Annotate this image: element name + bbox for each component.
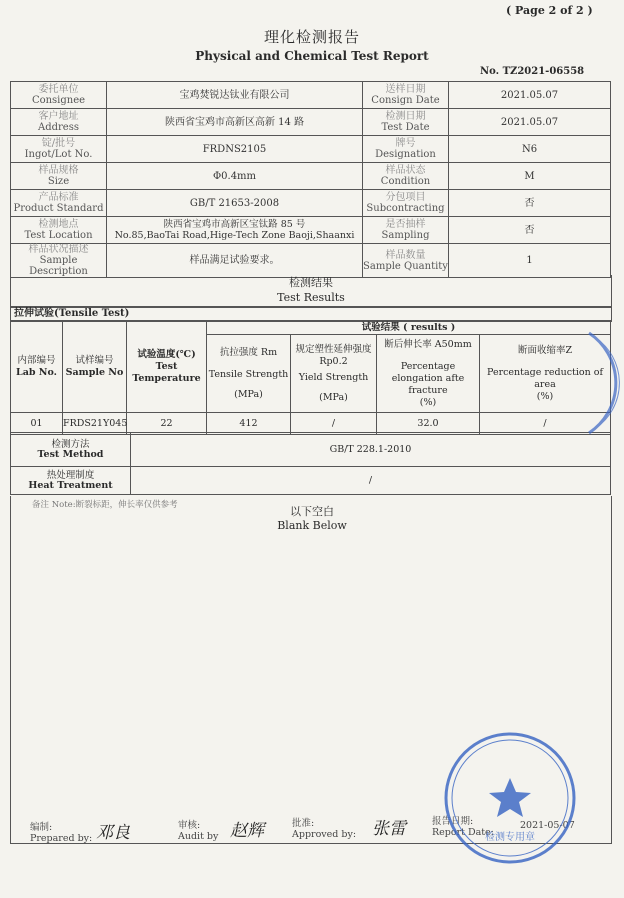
tensile-test-label: 拉伸试验(Tensile Test): [10, 306, 612, 322]
subcontract-label: 分包项目 Subcontracting: [363, 190, 449, 217]
row-sample-no: FRDS21Y045: [63, 413, 127, 435]
description-value: 样品满足试验要求。: [107, 244, 363, 278]
address-value: 陕西省宝鸡市高新区高新 14 路: [107, 109, 363, 136]
consign-date-value: 2021.05.07: [449, 82, 611, 109]
test-date-value: 2021.05.07: [449, 109, 611, 136]
col-sample-no: 试样编号 Sample No: [63, 321, 127, 413]
col-yield: 规定塑性延伸强度 Rp0.2 Yield Strength (MPa): [291, 335, 377, 413]
heat-treatment-value: /: [131, 467, 611, 495]
subcontract-value: 否: [449, 190, 611, 217]
page-number: ( Page 2 of 2 ): [506, 4, 593, 17]
svg-text:检测专用章: 检测专用章: [485, 832, 535, 843]
heat-treatment-label: 热处理制度 Heat Treatment: [11, 467, 131, 495]
consignee-value: 宝鸡焚锐达钛业有限公司: [107, 82, 363, 109]
col-temperature: 试验温度(℃) Test Temperature: [127, 321, 207, 413]
col-lab-no: 内部编号 Lab No.: [11, 321, 63, 413]
address-label: 客户地址 Address: [11, 109, 107, 136]
location-value-en: No.85,BaoTai Road,Hige-Tech Zone Baoji,Shaanxi: [114, 230, 355, 241]
ingot-label: 锭/批号 Ingot/Lot No.: [11, 136, 107, 163]
row-lab-no: 01: [11, 413, 63, 435]
row-tensile: 412: [207, 413, 291, 435]
row-yield: /: [291, 413, 377, 435]
report-number: No. TZ2021-06558: [480, 66, 585, 77]
quantity-value: 1: [449, 244, 611, 278]
method-table: [10, 432, 611, 495]
consign-date-label: 送样日期 Consign Date: [363, 82, 449, 109]
note-text: 备注 Note:断裂标距，伸长率仅供参考: [32, 500, 178, 510]
row-reduction: /: [480, 413, 611, 435]
test-method-value: GB/T 228.1-2010: [131, 433, 611, 467]
audit-by: 审核: Audit by: [178, 820, 219, 842]
company-seal-stamp: [440, 728, 580, 868]
col-tensile: 抗拉强度 Rm Tensile Strength (MPa): [207, 335, 291, 413]
report-title-en: Physical and Chemical Test Report: [195, 49, 429, 63]
quantity-label: 样品数量 Sample Quantity: [363, 244, 449, 278]
col-elongation: 断后伸长率 A50mm Percentage elongation afte fracture (%): [377, 335, 480, 413]
size-value: Φ0.4mm: [107, 163, 363, 190]
report-date-value: 2021-05-07: [520, 820, 575, 831]
standard-label: 产品标准 Product Standard: [11, 190, 107, 217]
report-title-cn: 理化检测报告: [263, 28, 360, 46]
consignee-label: 委托单位 Consignee: [11, 82, 107, 109]
test-results-title-en: Test Results: [277, 291, 345, 304]
test-results-title-cn: 检测结果: [289, 276, 333, 289]
col-reduction: 断面收缩率Z Percentage reduction of area (%): [480, 335, 611, 413]
designation-value: N6: [449, 136, 611, 163]
row-temperature: 22: [127, 413, 207, 435]
sampling-value: 否: [449, 217, 611, 244]
test-date-label: 检测日期 Test Date: [363, 109, 449, 136]
designation-label: 牌号 Designation: [363, 136, 449, 163]
condition-value: M: [449, 163, 611, 190]
blank-below: 以下空白 Blank Below: [277, 505, 347, 532]
standard-value: GB/T 21653-2008: [107, 190, 363, 217]
row-elongation: 32.0: [377, 413, 480, 435]
test-results-heading: [10, 275, 612, 308]
results-label: 试验结果 ( results ): [207, 321, 611, 335]
location-value-cn: 陕西省宝鸡市高新区宝钛路 85 号: [163, 219, 306, 230]
tensile-results-table: [10, 320, 611, 435]
report-date-label: 报告日期: Report Date:: [432, 816, 494, 838]
prepared-signature: 邓良: [96, 823, 130, 843]
test-method-label: 检测方法 Test Method: [11, 433, 131, 467]
audit-signature: 赵辉: [230, 821, 264, 841]
prepared-by: 编制: Prepared by:: [30, 822, 93, 844]
sampling-label: 是否抽样 Sampling: [363, 217, 449, 244]
description-label: 样品状况描述 Sample Description: [11, 244, 107, 278]
sample-info-table: [10, 81, 611, 278]
approved-by: 批准: Approved by:: [292, 818, 357, 840]
size-label: 样品规格 Size: [11, 163, 107, 190]
side-seal-stamp: [584, 328, 624, 438]
approved-signature: 张雷: [372, 819, 406, 839]
condition-label: 样品状态 Condition: [363, 163, 449, 190]
ingot-value: FRDNS2105: [107, 136, 363, 163]
location-value: [107, 217, 363, 244]
location-label: 检测地点 Test Location: [11, 217, 107, 244]
